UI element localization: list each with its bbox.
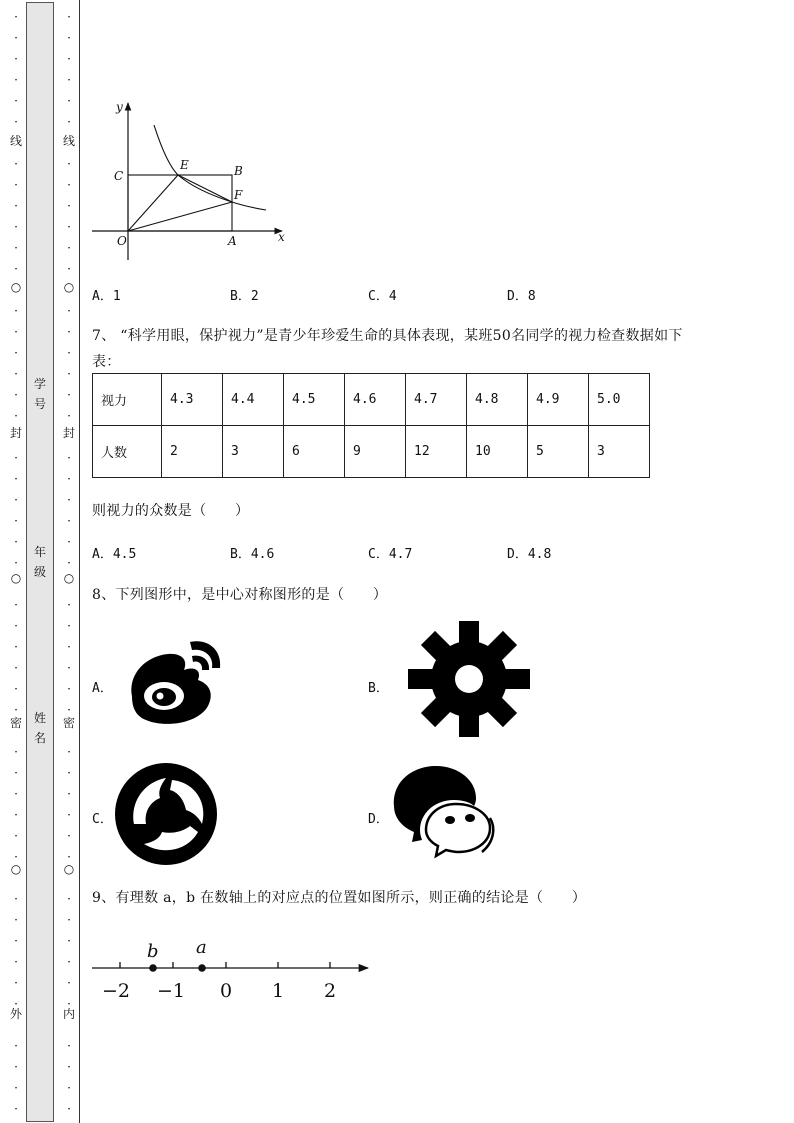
hyperbola-curve bbox=[154, 125, 266, 210]
seal-dot: · bbox=[14, 346, 18, 360]
seal-dot: · bbox=[67, 976, 71, 990]
q6-option-c[interactable]: C．4 bbox=[368, 289, 397, 304]
seal-dot: · bbox=[67, 346, 71, 360]
seal-dot: · bbox=[67, 1081, 71, 1095]
q6-coordinate-graph bbox=[92, 95, 292, 265]
label-F: F bbox=[234, 188, 243, 202]
seal-dot: · bbox=[14, 934, 18, 948]
label-student-id: 学号 bbox=[33, 377, 46, 411]
seal-dot: · bbox=[67, 745, 71, 759]
label-B: B bbox=[234, 164, 243, 178]
count-cell: 5 bbox=[528, 426, 589, 478]
outer-mark: ○ bbox=[10, 571, 22, 585]
vision-cell: 4.6 bbox=[345, 374, 406, 426]
inner-mark: ○ bbox=[63, 862, 75, 876]
seal-dot: · bbox=[14, 976, 18, 990]
seal-dot: · bbox=[14, 598, 18, 612]
outer-mark: 外 bbox=[10, 1007, 23, 1021]
seal-dot: · bbox=[14, 955, 18, 969]
count-cell: 12 bbox=[406, 426, 467, 478]
margin-rule bbox=[79, 0, 80, 1123]
seal-dot: · bbox=[67, 787, 71, 801]
label-y: y bbox=[116, 100, 123, 114]
label-C: C bbox=[114, 169, 124, 183]
q7-option-b[interactable]: B．4.6 bbox=[230, 547, 275, 562]
seal-dot: · bbox=[67, 1060, 71, 1074]
count-cell: 6 bbox=[284, 426, 345, 478]
seal-dot: · bbox=[14, 913, 18, 927]
inner-seal-line bbox=[63, 0, 75, 1123]
seal-dot: · bbox=[67, 598, 71, 612]
vision-cell: 5.0 bbox=[589, 374, 650, 426]
q8-stem: 8、下列图形中，是中心对称图形的是（ ） bbox=[92, 587, 388, 603]
segment-OE bbox=[128, 175, 178, 231]
seal-dot: · bbox=[14, 10, 18, 24]
vision-cell: 4.3 bbox=[162, 374, 223, 426]
q7-option-c[interactable]: C．4.7 bbox=[368, 547, 413, 562]
gear-icon bbox=[408, 621, 530, 737]
seal-dot: · bbox=[14, 1081, 18, 1095]
seal-dot: · bbox=[14, 1039, 18, 1053]
seal-dot: · bbox=[67, 955, 71, 969]
tick-label: 1 bbox=[271, 980, 285, 1002]
seal-dot: · bbox=[67, 640, 71, 654]
seal-dot: · bbox=[67, 409, 71, 423]
seal-dot: · bbox=[67, 535, 71, 549]
q7-option-a[interactable]: A．4.5 bbox=[92, 547, 137, 562]
point-b bbox=[149, 964, 157, 972]
table-row-vision bbox=[93, 374, 650, 426]
row-label-count: 人数 bbox=[93, 426, 162, 478]
vision-cell: 4.7 bbox=[406, 374, 467, 426]
seal-dot: · bbox=[67, 73, 71, 87]
inner-mark: ○ bbox=[63, 280, 75, 294]
outer-mark: 线 bbox=[10, 134, 23, 148]
q8-option-c-label[interactable]: C． bbox=[92, 812, 113, 827]
inner-mark: 封 bbox=[63, 426, 76, 440]
seal-dot: · bbox=[14, 556, 18, 570]
q6-option-b[interactable]: B．2 bbox=[230, 289, 259, 304]
count-cell: 10 bbox=[467, 426, 528, 478]
seal-dot: · bbox=[67, 388, 71, 402]
outer-mark: 封 bbox=[10, 426, 23, 440]
segment-OF bbox=[128, 202, 232, 231]
seal-dot: · bbox=[14, 787, 18, 801]
seal-dot: · bbox=[14, 115, 18, 129]
seal-dot: · bbox=[14, 829, 18, 843]
seal-dot: · bbox=[67, 451, 71, 465]
seal-dot: · bbox=[67, 1039, 71, 1053]
seal-dot: · bbox=[14, 514, 18, 528]
label-x: x bbox=[278, 230, 285, 244]
wechat-logo-icon bbox=[390, 762, 506, 866]
tick-label: −1 bbox=[156, 980, 186, 1002]
rectangle-OABC bbox=[128, 175, 232, 231]
q9-number-line bbox=[92, 935, 382, 1005]
vision-cell: 4.8 bbox=[467, 374, 528, 426]
q8-option-b-label[interactable]: B． bbox=[368, 681, 389, 696]
seal-dot: · bbox=[14, 661, 18, 675]
seal-dot: · bbox=[14, 493, 18, 507]
q6-option-a[interactable]: A．1 bbox=[92, 289, 121, 304]
seal-dot: · bbox=[67, 808, 71, 822]
q7-vision-table bbox=[92, 373, 650, 478]
q7-stem-line1: 7、 “科学用眼，保护视力”是青少年珍爱生命的具体表现，某班50名同学的视力检查数据如下 bbox=[92, 328, 683, 344]
seal-dot: · bbox=[67, 241, 71, 255]
seal-dot: · bbox=[14, 220, 18, 234]
inner-mark: 线 bbox=[63, 134, 76, 148]
row-label-vision: 视力 bbox=[93, 374, 162, 426]
seal-dot: · bbox=[14, 703, 18, 717]
seal-dot: · bbox=[14, 409, 18, 423]
outer-mark: ○ bbox=[10, 862, 22, 876]
seal-dot: · bbox=[67, 52, 71, 66]
q7-stem-line2: 表： bbox=[92, 354, 121, 370]
seal-dot: · bbox=[67, 703, 71, 717]
count-cell: 2 bbox=[162, 426, 223, 478]
seal-dot: · bbox=[14, 808, 18, 822]
seal-dot: · bbox=[14, 640, 18, 654]
seal-dot: · bbox=[67, 892, 71, 906]
seal-dot: · bbox=[14, 892, 18, 906]
seal-dot: · bbox=[14, 73, 18, 87]
seal-dot: · bbox=[67, 367, 71, 381]
seal-dot: · bbox=[14, 262, 18, 276]
seal-dot: · bbox=[67, 10, 71, 24]
seal-dot: · bbox=[14, 451, 18, 465]
point-a bbox=[198, 964, 206, 972]
vision-cell: 4.4 bbox=[223, 374, 284, 426]
seal-dot: · bbox=[14, 31, 18, 45]
seal-dot: · bbox=[67, 829, 71, 843]
outer-mark: ○ bbox=[10, 280, 22, 294]
seal-dot: · bbox=[14, 304, 18, 318]
seal-dot: · bbox=[14, 850, 18, 864]
seal-dot: · bbox=[67, 661, 71, 675]
count-cell: 3 bbox=[223, 426, 284, 478]
camera-shutter-icon bbox=[114, 762, 218, 866]
seal-dot: · bbox=[14, 325, 18, 339]
seal-dot: · bbox=[67, 493, 71, 507]
seal-dot: · bbox=[67, 682, 71, 696]
seal-dot: · bbox=[14, 766, 18, 780]
table-row-count bbox=[93, 426, 650, 478]
q7-prompt: 则视力的众数是（ ） bbox=[92, 503, 250, 519]
seal-dot: · bbox=[14, 178, 18, 192]
seal-dot: · bbox=[67, 220, 71, 234]
seal-dot: · bbox=[67, 619, 71, 633]
segment-EF bbox=[178, 175, 232, 202]
seal-dot: · bbox=[67, 514, 71, 528]
seal-dot: · bbox=[67, 94, 71, 108]
label-O: O bbox=[117, 234, 127, 248]
seal-dot: · bbox=[14, 1060, 18, 1074]
seal-dot: · bbox=[67, 157, 71, 171]
q9-stem: 9、有理数 a，b 在数轴上的对应点的位置如图所示，则正确的结论是（ ） bbox=[92, 890, 587, 906]
seal-dot: · bbox=[67, 913, 71, 927]
q6-option-d[interactable]: D．8 bbox=[507, 289, 536, 304]
seal-dot: · bbox=[67, 199, 71, 213]
q8-option-d-label[interactable]: D． bbox=[368, 812, 389, 827]
count-cell: 3 bbox=[589, 426, 650, 478]
seal-dot: · bbox=[14, 535, 18, 549]
tick-label: −2 bbox=[101, 980, 131, 1002]
inner-mark: ○ bbox=[63, 571, 75, 585]
tick-label: 2 bbox=[323, 980, 337, 1002]
label-E: E bbox=[180, 158, 189, 172]
q8-option-a-label[interactable]: A． bbox=[92, 681, 113, 696]
seal-dot: · bbox=[14, 745, 18, 759]
label-a: a bbox=[196, 937, 207, 958]
seal-dot: · bbox=[14, 367, 18, 381]
seal-dot: · bbox=[67, 766, 71, 780]
seal-dot: · bbox=[67, 304, 71, 318]
seal-dot: · bbox=[67, 556, 71, 570]
seal-dot: · bbox=[67, 178, 71, 192]
inner-mark: 密 bbox=[63, 716, 76, 730]
seal-dot: · bbox=[14, 997, 18, 1011]
label-A: A bbox=[228, 234, 237, 248]
vision-cell: 4.9 bbox=[528, 374, 589, 426]
inner-mark: 内 bbox=[63, 1007, 76, 1021]
seal-dot: · bbox=[14, 1102, 18, 1116]
seal-dot: · bbox=[14, 199, 18, 213]
outer-mark: 密 bbox=[10, 716, 23, 730]
seal-dot: · bbox=[67, 325, 71, 339]
seal-dot: · bbox=[14, 682, 18, 696]
seal-dot: · bbox=[14, 52, 18, 66]
seal-dot: · bbox=[14, 619, 18, 633]
outer-seal-line bbox=[10, 0, 22, 1123]
seal-dot: · bbox=[67, 934, 71, 948]
label-name: 姓名 bbox=[33, 711, 46, 745]
seal-dot: · bbox=[67, 850, 71, 864]
seal-dot: · bbox=[67, 115, 71, 129]
seal-dot: · bbox=[14, 94, 18, 108]
seal-dot: · bbox=[67, 997, 71, 1011]
seal-dot: · bbox=[14, 388, 18, 402]
seal-dot: · bbox=[14, 157, 18, 171]
seal-dot: · bbox=[14, 472, 18, 486]
q7-option-d[interactable]: D．4.8 bbox=[507, 547, 552, 562]
seal-dot: · bbox=[67, 31, 71, 45]
vision-cell: 4.5 bbox=[284, 374, 345, 426]
count-cell: 9 bbox=[345, 426, 406, 478]
seal-dot: · bbox=[14, 241, 18, 255]
label-grade: 年级 bbox=[33, 545, 46, 579]
seal-dot: · bbox=[67, 262, 71, 276]
binding-strip bbox=[0, 0, 84, 1123]
weibo-logo-icon bbox=[124, 636, 230, 728]
label-b: b bbox=[147, 941, 159, 962]
tick-label: 0 bbox=[219, 980, 233, 1002]
seal-dot: · bbox=[67, 472, 71, 486]
seal-dot: · bbox=[67, 1102, 71, 1116]
